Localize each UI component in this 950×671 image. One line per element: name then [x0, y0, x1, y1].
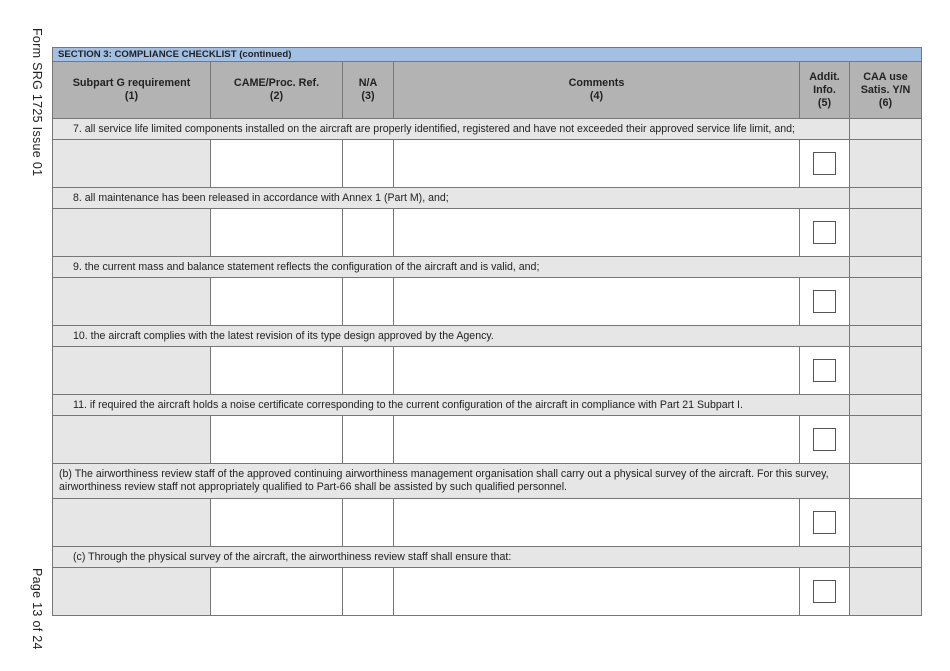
addit-info-checkbox[interactable] — [813, 152, 836, 175]
column-number: (1) — [124, 90, 139, 102]
requirement-text: 7. all service life limited components installed on the aircraft are properly identified, registered and have not exceeded their approved service life limit, and; — [53, 119, 850, 140]
section-title: SECTION 3: COMPLIANCE CHECKLIST (continued) — [53, 48, 922, 62]
column-label: CAA use Satis. Y/N — [860, 70, 911, 96]
column-label: CAME/Proc. Ref. — [233, 77, 320, 89]
column-header — [850, 62, 922, 119]
requirement-text: 9. the current mass and balance statement reflects the configuration of the aircraft and is valid, and; — [53, 257, 850, 278]
caa-satis-cell — [850, 209, 922, 257]
requirement-cell — [53, 568, 211, 616]
caa-use-cell — [850, 547, 922, 568]
requirement-cell — [53, 209, 211, 257]
caa-use-cell — [850, 188, 922, 209]
requirement-text: (b) The airworthiness review staff of the approved continuing airworthiness management organisation shall carry out a physical survey of the aircraft. For this survey, airworthiness review staff not appropriately qualified to Part-66 shall be assisted by such qualified personnel. — [53, 464, 850, 499]
comments-input[interactable] — [394, 140, 800, 188]
page-number: Page 13 of 24 — [30, 568, 44, 650]
comments-input[interactable] — [394, 416, 800, 464]
caa-use-cell — [850, 395, 922, 416]
na-input[interactable] — [343, 568, 394, 616]
response-row — [53, 209, 922, 257]
response-row — [53, 568, 922, 616]
came-ref-input[interactable] — [211, 499, 343, 547]
compliance-checklist-table — [52, 47, 922, 616]
requirement-cell — [53, 140, 211, 188]
column-number: (2) — [269, 90, 284, 102]
caa-use-cell — [850, 464, 922, 499]
response-row — [53, 416, 922, 464]
na-input[interactable] — [343, 347, 394, 395]
na-input[interactable] — [343, 499, 394, 547]
na-input[interactable] — [343, 416, 394, 464]
caa-satis-cell — [850, 499, 922, 547]
column-header — [343, 62, 394, 119]
column-label: Comments — [568, 77, 625, 89]
came-ref-input[interactable] — [211, 416, 343, 464]
comments-input[interactable] — [394, 209, 800, 257]
came-ref-input[interactable] — [211, 140, 343, 188]
column-number: (4) — [589, 90, 604, 102]
addit-info-checkbox[interactable] — [813, 428, 836, 451]
response-row — [53, 347, 922, 395]
addit-info-cell — [800, 347, 850, 395]
caa-satis-cell — [850, 278, 922, 326]
addit-info-cell — [800, 140, 850, 188]
column-header — [394, 62, 800, 119]
requirement-row — [53, 326, 922, 347]
column-number: (6) — [878, 96, 893, 109]
addit-info-checkbox[interactable] — [813, 580, 836, 603]
requirement-row — [53, 464, 922, 499]
comments-input[interactable] — [394, 347, 800, 395]
response-row — [53, 499, 922, 547]
came-ref-input[interactable] — [211, 347, 343, 395]
addit-info-checkbox[interactable] — [813, 290, 836, 313]
na-input[interactable] — [343, 140, 394, 188]
requirement-cell — [53, 278, 211, 326]
caa-use-cell — [850, 257, 922, 278]
requirement-text: 10. the aircraft complies with the latest revision of its type design approved by the Agency. — [53, 326, 850, 347]
column-header — [53, 62, 211, 119]
comments-input[interactable] — [394, 568, 800, 616]
addit-info-cell — [800, 568, 850, 616]
caa-satis-cell — [850, 140, 922, 188]
requirement-row — [53, 188, 922, 209]
requirement-row — [53, 547, 922, 568]
column-label: N/A — [358, 77, 378, 89]
comments-input[interactable] — [394, 278, 800, 326]
column-header — [800, 62, 850, 119]
requirement-text: 11. if required the aircraft holds a noise certificate corresponding to the current configuration of the aircraft in compliance with Part 21 Subpart I. — [53, 395, 850, 416]
addit-info-cell — [800, 499, 850, 547]
came-ref-input[interactable] — [211, 278, 343, 326]
na-input[interactable] — [343, 209, 394, 257]
column-label: Subpart G requirement — [72, 77, 191, 89]
requirement-row — [53, 119, 922, 140]
requirement-cell — [53, 347, 211, 395]
came-ref-input[interactable] — [211, 209, 343, 257]
requirement-text: 8. all maintenance has been released in accordance with Annex 1 (Part M), and; — [53, 188, 850, 209]
column-header — [211, 62, 343, 119]
caa-use-cell — [850, 119, 922, 140]
came-ref-input[interactable] — [211, 568, 343, 616]
addit-info-checkbox[interactable] — [813, 221, 836, 244]
requirement-row — [53, 395, 922, 416]
addit-info-cell — [800, 416, 850, 464]
addit-info-cell — [800, 209, 850, 257]
requirement-cell — [53, 499, 211, 547]
caa-use-cell — [850, 326, 922, 347]
addit-info-checkbox[interactable] — [813, 359, 836, 382]
requirement-cell — [53, 416, 211, 464]
caa-satis-cell — [850, 347, 922, 395]
comments-input[interactable] — [394, 499, 800, 547]
caa-satis-cell — [850, 568, 922, 616]
column-number: (3) — [361, 90, 375, 102]
caa-satis-cell — [850, 416, 922, 464]
addit-info-checkbox[interactable] — [813, 511, 836, 534]
response-row — [53, 140, 922, 188]
requirement-text: (c) Through the physical survey of the aircraft, the airworthiness review staff shall ensure that: — [53, 547, 850, 568]
addit-info-cell — [800, 278, 850, 326]
na-input[interactable] — [343, 278, 394, 326]
requirement-row — [53, 257, 922, 278]
column-number: (5) — [817, 96, 832, 109]
column-label: Addit. Info. — [809, 70, 840, 96]
response-row — [53, 278, 922, 326]
form-number: Form SRG 1725 Issue 01 — [30, 28, 44, 177]
